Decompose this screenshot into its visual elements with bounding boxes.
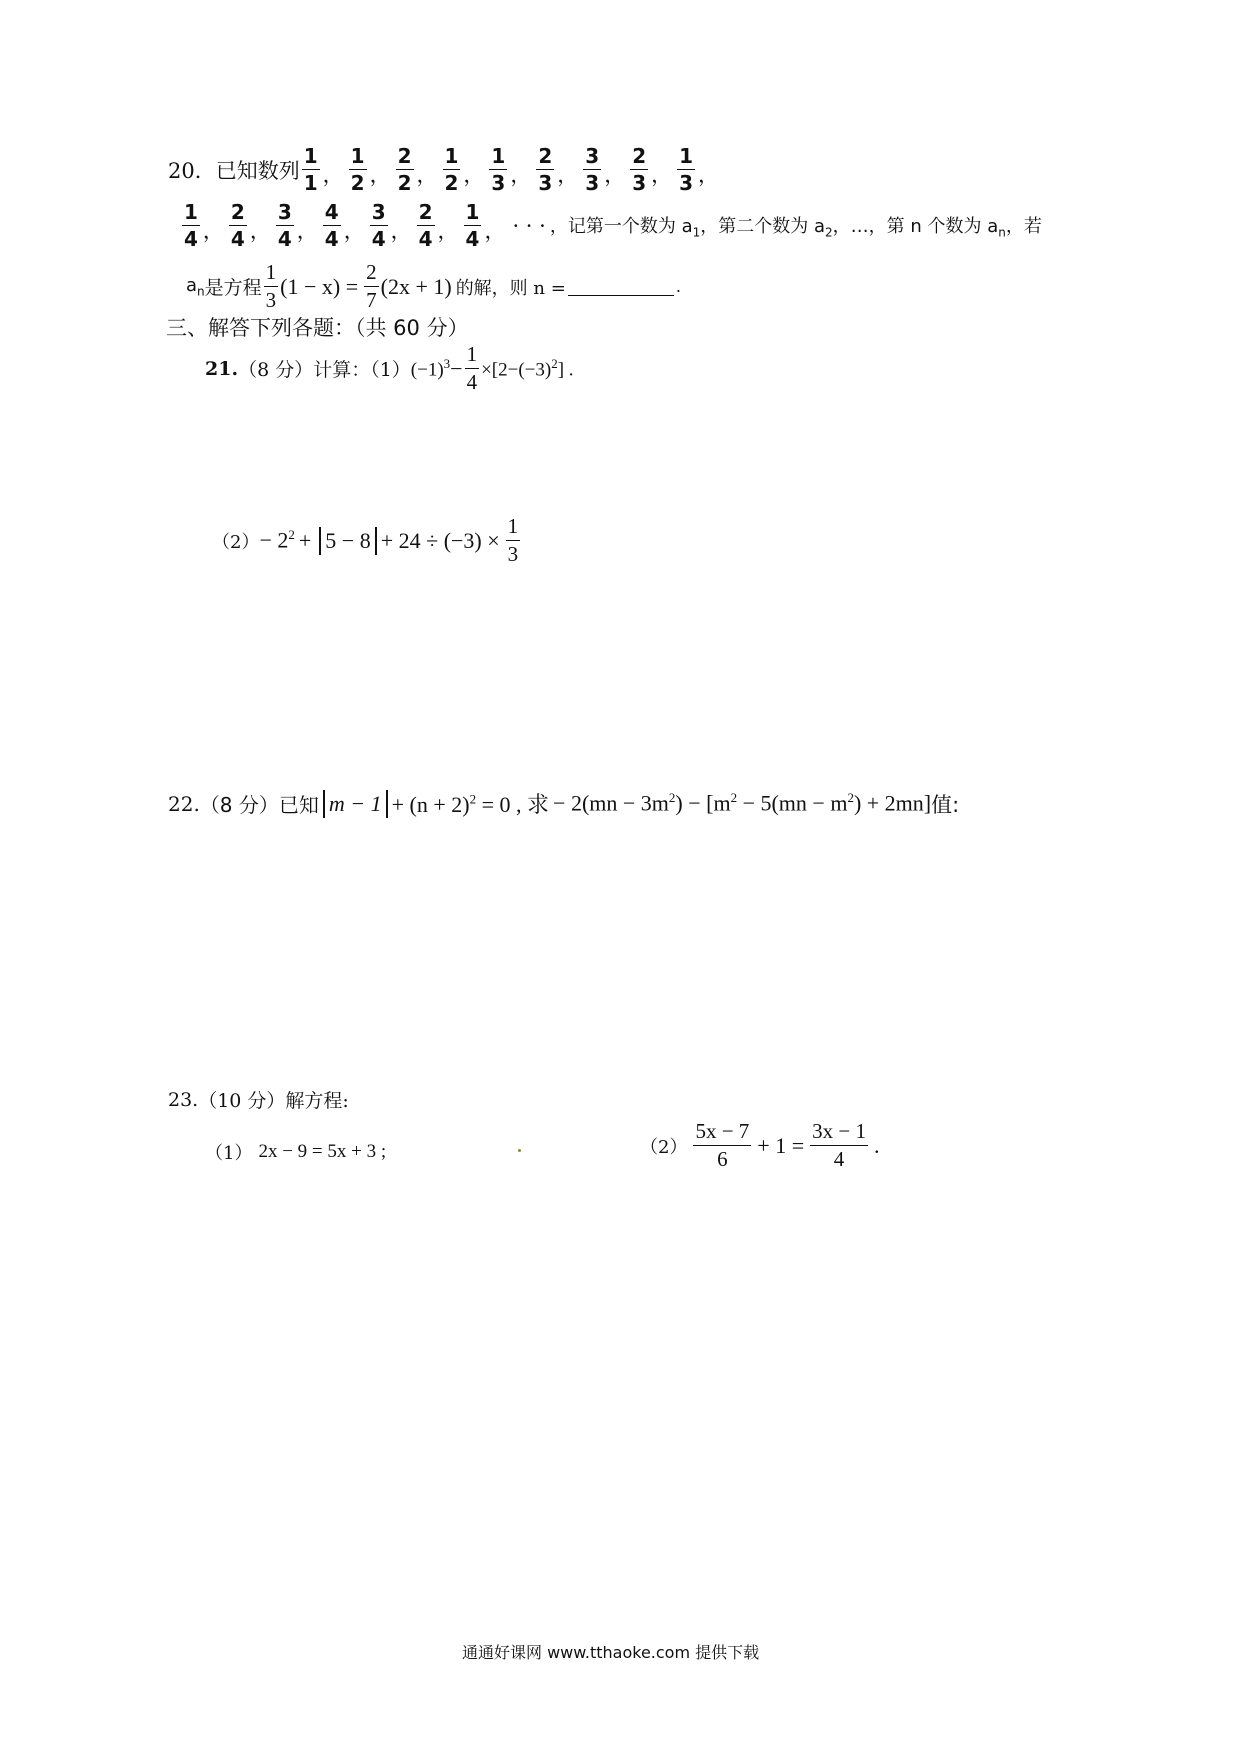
q23-p1-label: （1） bbox=[205, 1143, 253, 1164]
q23-prompt: （10 分）解方程: bbox=[198, 1090, 349, 1112]
q20-answer-blank[interactable] bbox=[568, 277, 674, 296]
comma-separator: ， bbox=[463, 163, 485, 187]
q21-p2-term1: − $2^2$ bbox=[259, 527, 295, 553]
q20-period: . bbox=[675, 277, 681, 296]
q21-part2 bbox=[212, 516, 522, 565]
q20-eq-frac-left: $\frac{1}{3}$ bbox=[265, 260, 277, 312]
comma-separator: ， bbox=[698, 163, 720, 187]
q22-tail: 值: bbox=[931, 792, 960, 817]
q21-number: 21. bbox=[205, 357, 239, 380]
section3-heading: 三、解答下列各题：（共 60 分） bbox=[166, 316, 469, 340]
comma-separator: ， bbox=[249, 219, 271, 243]
q21-p1-frac: $\frac{1}{4}$ bbox=[466, 342, 478, 394]
q21-p2-term2: + 24 ÷ (−3) × bbox=[380, 527, 500, 553]
q23-part1 bbox=[205, 1139, 386, 1165]
q21-p1-term1: $(-1)^3$ bbox=[410, 355, 451, 381]
row1-fraction: $\frac{2}{3}$ bbox=[632, 144, 647, 195]
q22-prompt: （8 分）已知 bbox=[199, 793, 319, 817]
q22-abs: m − 1 bbox=[323, 790, 388, 818]
row1-fraction: $\frac{1}{1}$ bbox=[303, 144, 318, 195]
q20-line1 bbox=[168, 146, 722, 193]
q23-p2-end: . bbox=[873, 1132, 880, 1158]
q21-p2-abs: 5 − 8 bbox=[319, 527, 376, 555]
comma-separator: ， bbox=[651, 163, 673, 187]
comma-separator: ， bbox=[484, 219, 506, 243]
q20-line3 bbox=[186, 262, 681, 311]
q23-p1-equation: 2x − 9 = 5x + 3 ; bbox=[258, 1141, 387, 1162]
q20-number: 20． bbox=[168, 158, 216, 183]
q20-eq-left: (1 − x) = bbox=[280, 273, 359, 299]
comma-separator: ， bbox=[437, 219, 459, 243]
comma-separator: ， bbox=[390, 219, 412, 243]
comma-separator: ， bbox=[202, 219, 224, 243]
q20-sequence-row2 bbox=[180, 202, 508, 249]
comma-separator: ， bbox=[322, 163, 344, 187]
q21-prompt: （8 分）计算：（1） bbox=[238, 359, 411, 381]
comma-separator: ， bbox=[296, 219, 318, 243]
q22-expression: − $2(mn - 3m^2) - [m^2 - 5(mn - m^2) + 2mn]$ bbox=[553, 790, 932, 816]
q21-p1-term2: $\times[2-(-3)^2]$ . bbox=[481, 355, 574, 381]
comma-separator: ， bbox=[510, 163, 532, 187]
row2-fraction: $\frac{2}{4}$ bbox=[418, 200, 433, 251]
row1-fraction: $\frac{2}{2}$ bbox=[397, 144, 412, 195]
row1-fraction: $\frac{1}{2}$ bbox=[444, 144, 459, 195]
q20-sequence-row1 bbox=[300, 146, 722, 193]
q21-p1-minus: − bbox=[450, 355, 463, 381]
row1-fraction: $\frac{2}{3}$ bbox=[538, 144, 553, 195]
q23-number: 23. bbox=[168, 1088, 199, 1111]
q20-line2 bbox=[180, 202, 1042, 249]
q21-p2-frac: $\frac{1}{3}$ bbox=[507, 514, 519, 566]
q23-p2-frac-right: $\frac{3x - 1}{4}$ bbox=[812, 1119, 866, 1171]
q21-p2-label: （2） bbox=[212, 531, 260, 553]
row1-fraction: $\frac{1}{2}$ bbox=[350, 144, 365, 195]
q21-p2-plus: + bbox=[298, 527, 312, 553]
q20-equation-label: 是方程 bbox=[204, 277, 262, 299]
q20-eq-frac-right: $\frac{2}{7}$ bbox=[366, 260, 377, 312]
page-footer: 通通好课网 www.tthaoke.com 提供下载 bbox=[462, 1643, 760, 1662]
comma-separator: ， bbox=[369, 163, 391, 187]
row2-fraction: $\frac{3}{4}$ bbox=[277, 200, 292, 251]
scan-speck bbox=[518, 1149, 521, 1152]
row2-fraction: $\frac{1}{4}$ bbox=[465, 200, 480, 251]
row2-fraction: $\frac{2}{4}$ bbox=[230, 200, 245, 251]
q23-p2-middle: + 1 = bbox=[757, 1132, 805, 1158]
row1-fraction: $\frac{3}{3}$ bbox=[585, 144, 600, 195]
comma-separator: ， bbox=[343, 219, 365, 243]
q23-part2 bbox=[640, 1121, 879, 1170]
q23-heading bbox=[168, 1086, 349, 1113]
comma-separator: ， bbox=[557, 163, 579, 187]
row1-fraction: $\frac{1}{3}$ bbox=[679, 144, 694, 195]
q22-term: + $(n + 2)^2 = 0$ , 求 bbox=[391, 791, 550, 817]
row2-fraction: $\frac{3}{4}$ bbox=[371, 200, 386, 251]
row1-fraction: $\frac{1}{3}$ bbox=[491, 144, 506, 195]
q23-p2-label: （2） bbox=[640, 1136, 688, 1158]
q20-eq-right: (2x + 1) bbox=[380, 273, 452, 299]
q22-number: 22. bbox=[168, 791, 200, 816]
row2-fraction: $\frac{4}{4}$ bbox=[324, 200, 339, 251]
q22 bbox=[168, 788, 959, 819]
q20-description: ，记第一个数为 $a_1$，第二个数为 $a_2$，…，第 n 个数为 $a_n$，若 bbox=[549, 215, 1042, 240]
q20-an: $a_n$ bbox=[186, 274, 205, 299]
comma-separator: ， bbox=[604, 163, 626, 187]
comma-separator: ， bbox=[416, 163, 438, 187]
row2-fraction: $\frac{1}{4}$ bbox=[184, 200, 198, 251]
q21-part1 bbox=[205, 344, 574, 393]
q20-intro: 已知数列 bbox=[215, 158, 300, 183]
q20-ellipsis: · · · bbox=[512, 213, 546, 238]
q23-p2-frac-left: $\frac{5x - 7}{6}$ bbox=[695, 1119, 750, 1171]
q20-tail: 的解，则 n = bbox=[455, 277, 566, 299]
